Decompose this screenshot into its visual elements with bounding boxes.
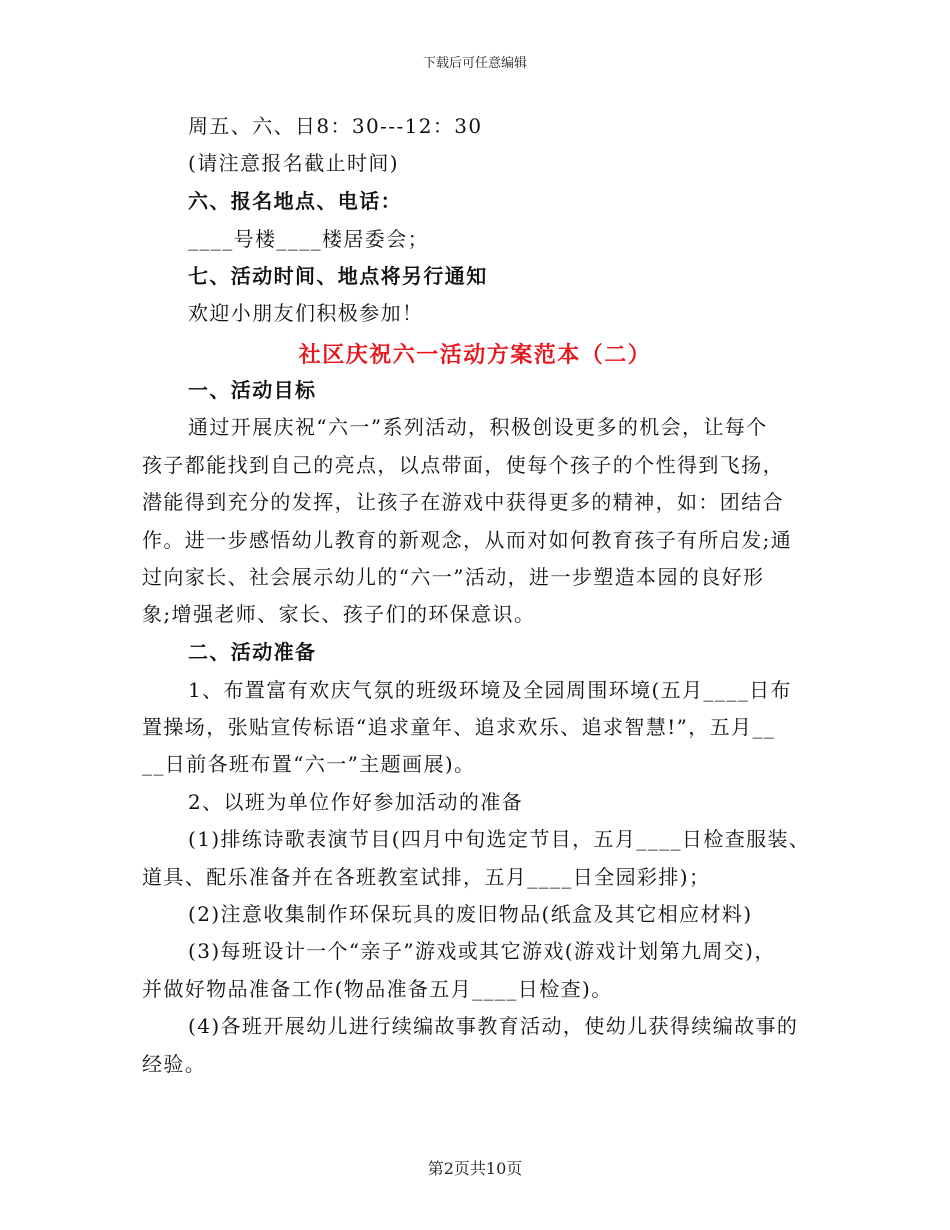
schedule-line: 周五、六、日8：30---12：30 <box>188 114 483 138</box>
paragraph-line: 置操场，张贴宣传标语“追求童年、追求欢乐、追求智慧!”，五月__ <box>142 715 776 739</box>
page-header: 下载后可任意编辑 <box>422 56 527 71</box>
page-footer: 第2页共10页 <box>427 1159 523 1178</box>
paragraph-line: (4)各班开展幼儿进行续编故事教育活动，使幼儿获得续编故事的 <box>188 1014 799 1038</box>
section-two-heading: 二、活动准备 <box>188 640 317 664</box>
section-one-heading: 一、活动目标 <box>188 378 317 402</box>
paragraph-line: 1、布置富有欢庆气氛的班级环境及全园周围环境(五月____日布 <box>188 678 792 702</box>
registration-place-line: ____号楼____楼居委会； <box>188 227 429 251</box>
document-title: 社区庆祝六一活动方案范本（二） <box>298 342 652 368</box>
paragraph-line: (2)注意收集制作环保玩具的废旧物品(纸盒及其它相应材料) <box>188 902 753 926</box>
paragraph-line: (1)排练诗歌表演节目(四月中旬选定节目，五月____日检查服装、 <box>188 827 811 851</box>
paragraph-line: 孩子都能找到自己的亮点，以点带面，使每个孩子的个性得到飞扬， <box>142 453 784 477</box>
paragraph-line: 并做好物品准备工作(物品准备五月____日检查)。 <box>142 977 613 1001</box>
paragraph-line: 2、以班为单位作好参加活动的准备 <box>188 790 524 814</box>
paragraph-line: 作。进一步感悟幼儿教育的新观念，从而对如何教育孩子有所启发;通 <box>142 528 793 552</box>
deadline-note: (请注意报名截止时间) <box>188 151 400 175</box>
paragraph-line: (3)每班设计一个“亲子”游戏或其它游戏(游戏计划第九周交)， <box>188 939 776 963</box>
paragraph-line: __日前各班布置“六一”主题画展)。 <box>142 752 476 776</box>
section-seven-heading: 七、活动时间、地点将另行通知 <box>188 264 488 288</box>
paragraph-line: 潜能得到充分的发挥，让孩子在游戏中获得更多的精神，如：团结合 <box>142 490 784 514</box>
section-six-heading: 六、报名地点、电话： <box>188 189 402 213</box>
paragraph-line: 过向家长、社会展示幼儿的“六一”活动，进一步塑造本园的良好形 <box>142 565 765 589</box>
paragraph-line: 通过开展庆祝“六一”系列活动，积极创设更多的机会，让每个 <box>188 415 768 439</box>
paragraph-line: 道具、配乐准备并在各班教室试排，五月____日全园彩排)； <box>142 865 711 889</box>
paragraph-line: 经验。 <box>142 1052 207 1076</box>
welcome-line: 欢迎小朋友们积极参加！ <box>188 301 424 325</box>
paragraph-line: 象;增强老师、家长、孩子们的环保意识。 <box>142 602 536 626</box>
